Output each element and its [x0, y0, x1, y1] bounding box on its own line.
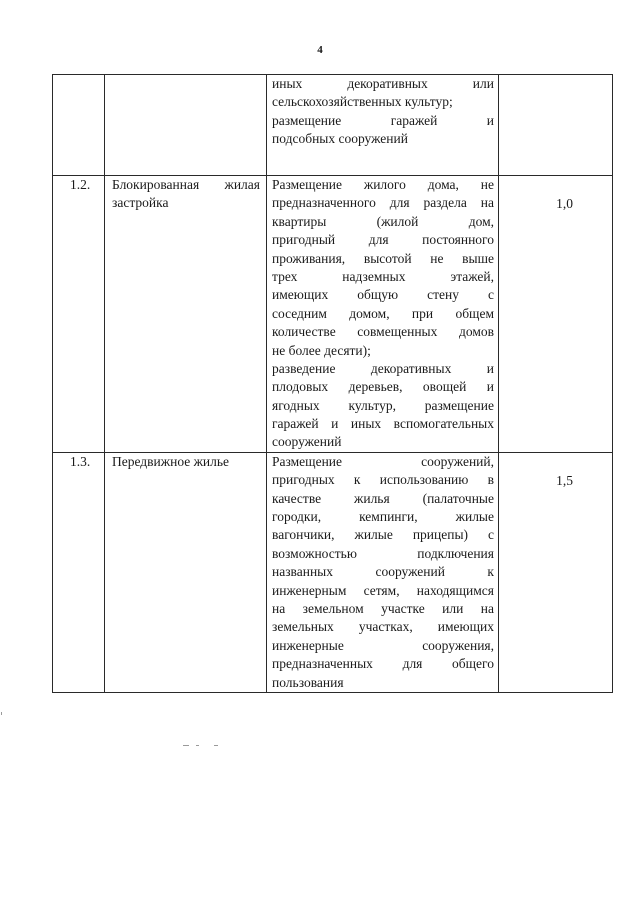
description-line: трех надземных этажей, [272, 268, 494, 284]
description-line: Размещение жилого дома, не [272, 177, 494, 192]
description-line: пригодный для постоянного [272, 232, 494, 248]
coefficient-value: 1,0 [556, 196, 573, 211]
land-use-table [52, 74, 613, 693]
description-line: разведение декоративных и [272, 360, 494, 376]
description-line: иных декоративных или [272, 76, 494, 91]
description-line: сооружений [272, 434, 342, 450]
scan-speck [1, 712, 2, 715]
description-line: количестве совмещенных домов [272, 324, 494, 340]
description-line: возможностью подключения [272, 545, 494, 561]
description-line: размещение гаражей и [272, 112, 494, 128]
description-text [267, 75, 498, 149]
description-line: Размещение сооружений, [272, 453, 494, 469]
scan-speck [183, 745, 189, 746]
cell-description [267, 75, 499, 176]
description-text [267, 453, 498, 692]
cell-coefficient [499, 452, 613, 692]
description-line: предназначенных для общего [272, 656, 494, 672]
scan-speck [196, 745, 199, 746]
table-row-continuation [53, 75, 613, 176]
cell-number [53, 176, 105, 453]
coefficient-value: 1,5 [556, 472, 573, 488]
scan-speck [214, 745, 218, 746]
cell-number-empty [53, 75, 105, 176]
description-line: не более десяти); [272, 342, 371, 358]
description-line: пригодных к использованию в [272, 472, 494, 488]
cell-coefficient [499, 176, 613, 453]
description-line: гаражей и иных вспомогательных [272, 416, 494, 432]
table-row [53, 176, 613, 453]
description-line: названных сооружений к [272, 564, 494, 580]
cell-description [267, 452, 499, 692]
land-use-name: Блокированная жилая застройка [112, 177, 260, 211]
cell-coefficient-empty [499, 75, 613, 176]
description-line: вагончики, жилые прицепы) с [272, 527, 494, 543]
description-line: плодовых деревьев, овощей и [272, 379, 494, 395]
description-line: земельных участках, имеющих [272, 619, 494, 635]
page-number: 4 [317, 44, 323, 56]
cell-name-empty [105, 75, 267, 176]
description-line: инженерные сооружения, [272, 637, 494, 653]
cell-name [105, 452, 267, 692]
description-line: имеющих общую стену с [272, 287, 494, 303]
description-line: соседним домом, при общем [272, 305, 494, 321]
description-line: пользования [272, 674, 344, 690]
table-row [53, 452, 613, 692]
description-line: ягодных культур, размещение [272, 397, 494, 413]
description-line: предназначенного для раздела на [272, 195, 494, 211]
description-line: качестве жилья (палаточные [272, 490, 494, 506]
description-line: подсобных сооружений [272, 131, 408, 147]
cell-description [267, 176, 499, 453]
row-number: 1.3. [70, 453, 91, 469]
description-line: проживания, высотой не выше [272, 250, 494, 266]
description-line: городки, кемпинги, жилые [272, 509, 494, 525]
description-text [267, 176, 498, 452]
description-line: сельскохозяйственных культур; [272, 94, 453, 110]
cell-name [105, 176, 267, 453]
description-line: на земельном участке или на [272, 600, 494, 616]
description-line: квартиры (жилой дом, [272, 213, 494, 229]
land-use-name: Передвижное жилье [112, 453, 230, 469]
cell-number [53, 452, 105, 692]
row-number: 1.2. [70, 177, 91, 192]
description-line: инженерным сетям, находящимся [272, 582, 494, 598]
